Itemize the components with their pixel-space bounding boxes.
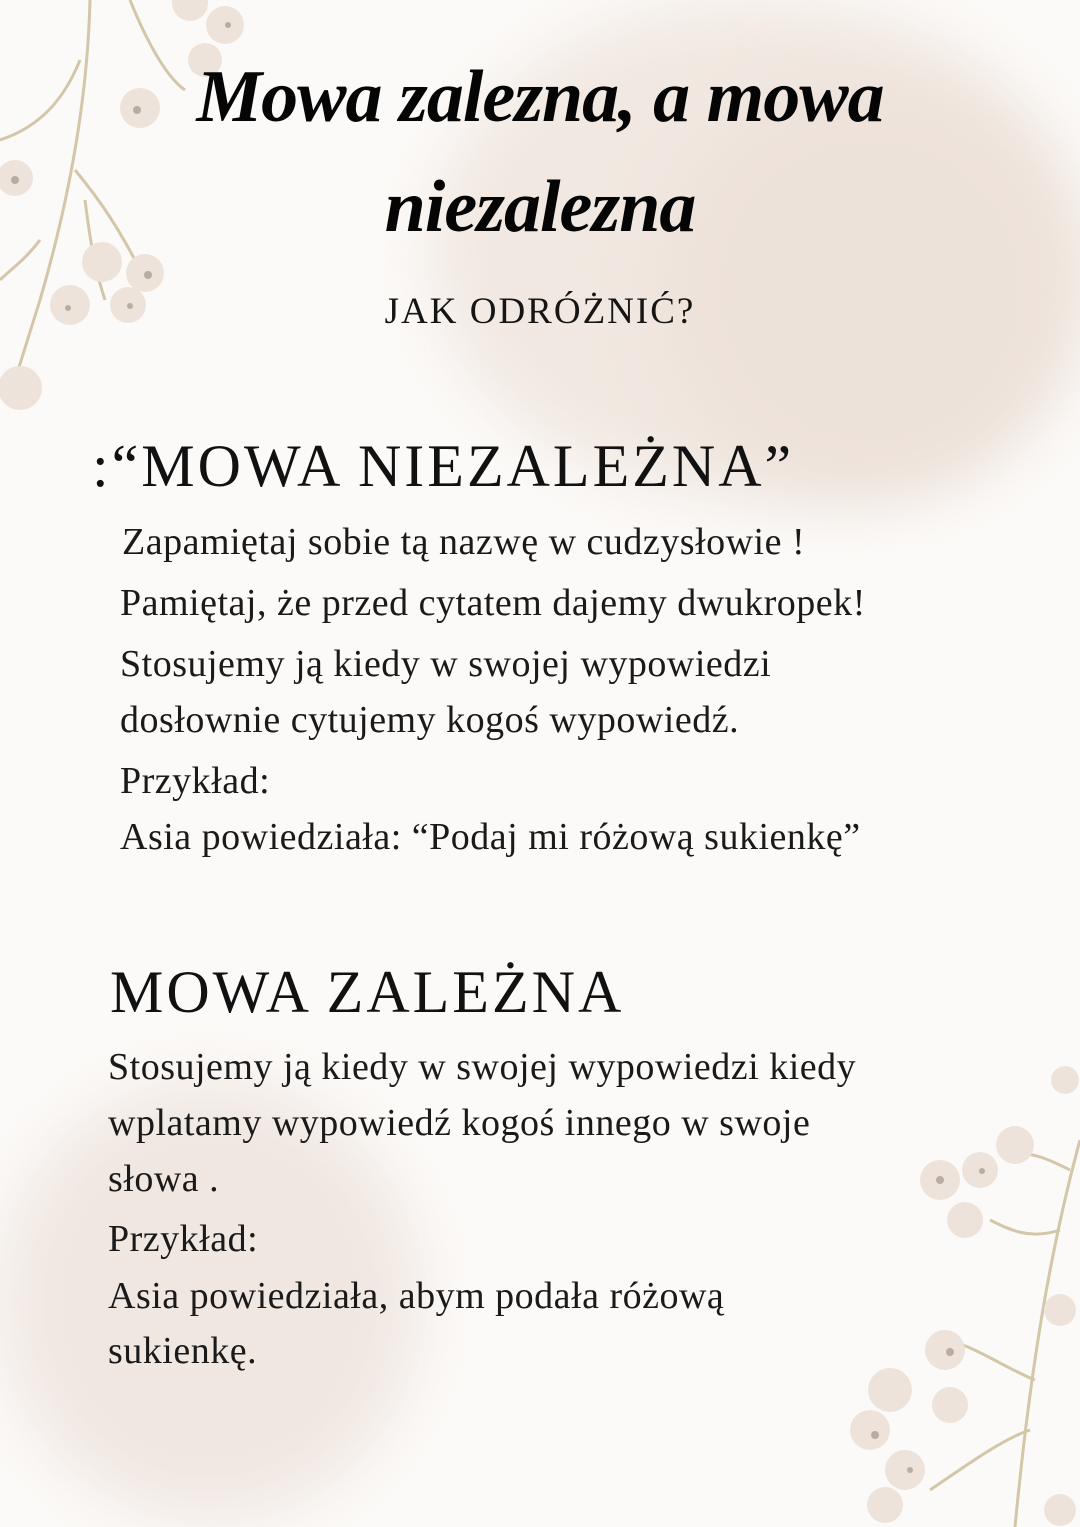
section2-line: Stosujemy ją kiedy w swojej wypowiedzi kiedy [108, 1046, 857, 1088]
section1-line: Stosujemy ją kiedy w swojej wypowiedzi [120, 643, 772, 685]
section1-line: Zapamiętaj sobie tą nazwę w cudzysłowie ! [122, 521, 806, 563]
section1-line: Asia powiedziała: “Podaj mi różową sukienkę” [120, 816, 861, 858]
section-heading-mowa-zalezna: MOWA ZALEŻNA [110, 959, 625, 1025]
section1-line: Pamiętaj, że przed cytatem dajemy dwukropek! [120, 582, 866, 624]
flower-branch-bottom-right-decoration [830, 1050, 1080, 1527]
section2-line: wplatamy wypowiedź kogoś innego w swoje [108, 1102, 811, 1144]
section2-line: Przykład: [108, 1218, 259, 1260]
section1-line: Przykład: [120, 760, 271, 802]
section1-line: dosłownie cytujemy kogoś wypowiedź. [120, 699, 740, 741]
page-title-line-2: niezalezna [384, 166, 696, 248]
page-title-line-1: Mowa zalezna, a mowa [196, 56, 884, 138]
section2-line: sukienkę. [108, 1330, 258, 1372]
section2-line: Asia powiedziała, abym podała różową [108, 1275, 725, 1317]
section2-line: słowa . [108, 1158, 220, 1200]
section-heading-mowa-niezalezna: :“MOWA NIEZALEŻNA” [92, 433, 795, 499]
subtitle: JAK ODRÓŻNIĆ? [384, 291, 696, 332]
